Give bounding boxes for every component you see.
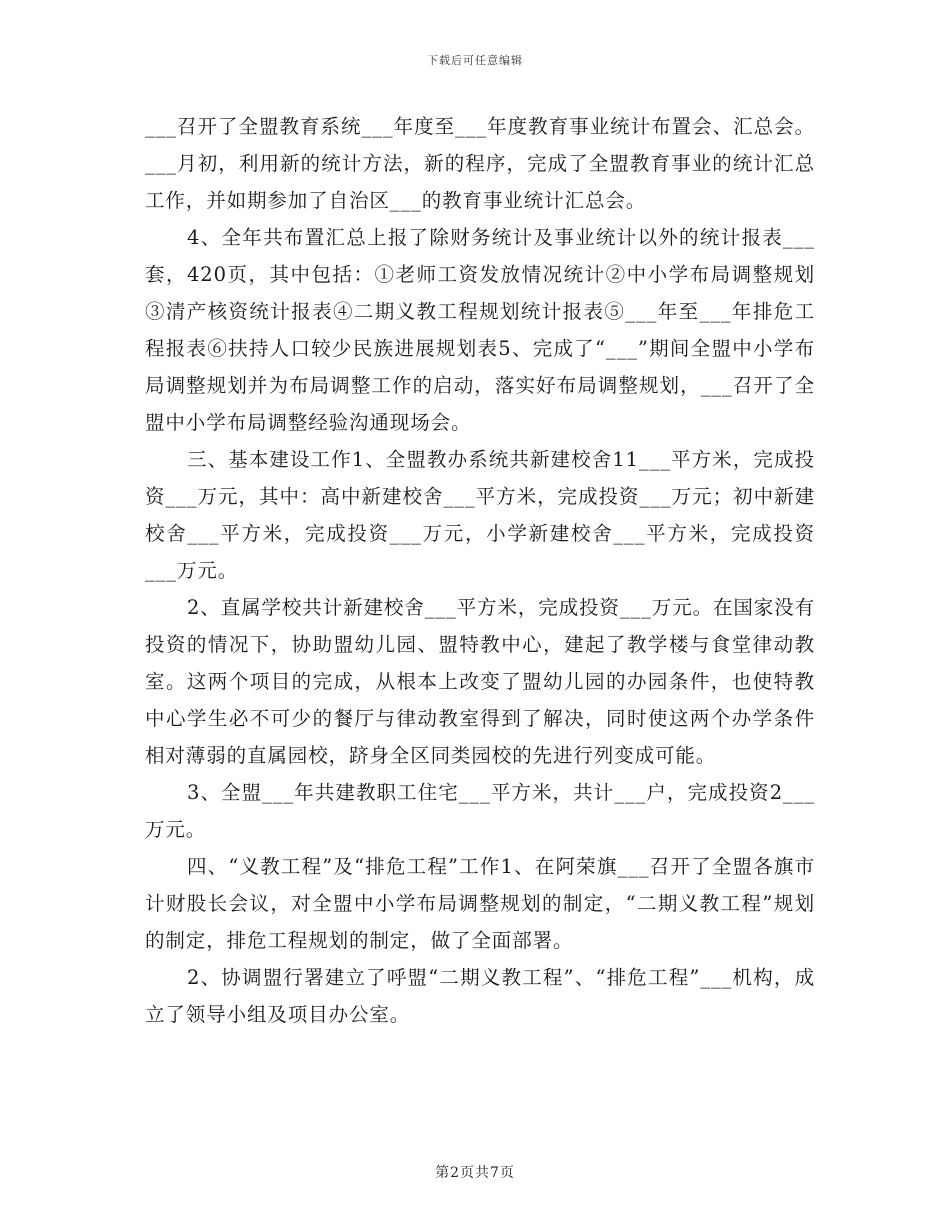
paragraph: 4、全年共布置汇总上报了除财务统计及事业统计以外的统计报表___套，420页，其中包括：①老师工资发放情况统计②中小学布局调整规划③清产核资统计报表④二期义教工程规划统计报表⑤___年至___年排危工程报表⑥扶持人口较少民族进展规划表5、完成了“___”期间全盟中小学布局调整规划并为布局调整工作的启动，落实好布局调整规划，___召开了全盟中小学布局调整经验沟通现场会。 xyxy=(145,226,815,434)
page-header: 下载后可任意编辑 xyxy=(427,54,523,67)
paragraph: ___召开了全盟教育系统___年度至___年度教育事业统计布置会、汇总会。___月初，利用新的统计方法，新的程序，完成了全盟教育事业的统计汇总工作，并如期参加了自治区___的教育事业统计汇总会。 xyxy=(145,115,815,212)
paragraph: 2、协调盟行署建立了呼盟“二期义教工程”、“排危工程”___机构，成立了领导小组及项目办公室。 xyxy=(145,966,815,1026)
document-body xyxy=(145,108,815,1033)
paragraph: 四、“义教工程”及“排危工程”工作1、在阿荣旗___召开了全盟各旗市计财股长会议，对全盟中小学布局调整规划的制定，“二期义教工程”规划的制定，排危工程规划的制定，做了全面部署。 xyxy=(145,855,815,952)
paragraph: 3、全盟___年共建教职工住宅___平方米，共计___户，完成投资2___万元。 xyxy=(145,781,815,841)
paragraph: 三、基本建设工作1、全盟教办系统共新建校舍11___平方米，完成投资___万元，其中：高中新建校舍___平方米，完成投资___万元；初中新建校舍___平方米，完成投资___万元，小学新建校舍___平方米，完成投资___万元。 xyxy=(145,448,815,582)
paragraph: 2、直属学校共计新建校舍___平方米，完成投资___万元。在国家没有投资的情况下，协助盟幼儿园、盟特教中心，建起了教学楼与食堂律动教室。这两个项目的完成，从根本上改变了盟幼儿园的办园条件，也使特教中心学生必不可少的餐厅与律动教室得到了解决，同时使这两个办学条件相对薄弱的直属园校，跻身全区同类园校的先进行列变成可能。 xyxy=(145,596,816,767)
page-number: 第2页共7页 xyxy=(435,1165,515,1181)
